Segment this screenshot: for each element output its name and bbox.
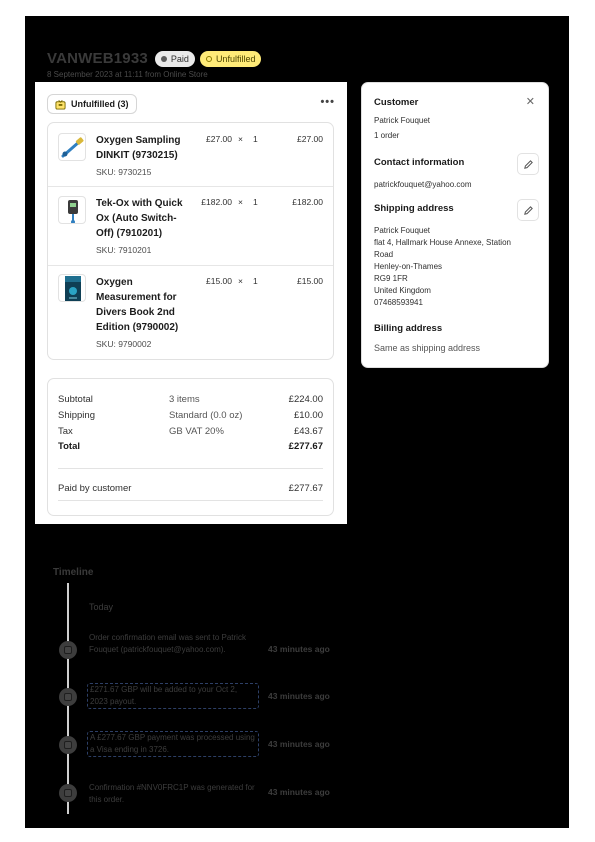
item-name[interactable]: Oxygen Sampling DINKIT (9730215) <box>96 135 181 161</box>
item-price: £27.00 <box>206 134 232 144</box>
item-name[interactable]: Oxygen Measurement for Divers Book 2nd Edition (9790002) <box>96 277 179 333</box>
order-header <box>47 50 261 67</box>
close-icon[interactable]: ✕ <box>525 96 535 108</box>
billing-address: Same as shipping address <box>374 343 481 353</box>
item-quantity: 1 <box>253 276 258 286</box>
item-total: £182.00 <box>292 197 323 207</box>
timeline-title: Timeline <box>53 567 94 578</box>
item-sku: SKU: 9790002 <box>96 339 152 349</box>
package-icon <box>55 99 66 110</box>
customer-title: Customer <box>374 97 419 108</box>
sampling-kit-icon <box>58 133 86 161</box>
status-dot-icon <box>161 56 167 62</box>
line-item[interactable] <box>48 186 333 265</box>
pencil-icon <box>523 159 534 170</box>
analyser-icon <box>58 196 86 224</box>
item-quantity: 1 <box>253 197 258 207</box>
item-price: £15.00 <box>206 276 232 286</box>
times-symbol: × <box>238 197 243 207</box>
subtotal-row: Subtotal 3 items £224.00 <box>58 394 323 405</box>
event-text[interactable]: A £277.67 GBP payment was processed using a Visa ending in 3726. <box>87 731 259 757</box>
shipping-address: Patrick Fouquet flat 4, Hallmark House Annexe, Station Road Henley-on-Thames RG9 1FR United Kingdom 07468593941 <box>374 226 511 307</box>
times-symbol: × <box>238 276 243 286</box>
book-cover-icon <box>58 274 86 302</box>
item-name[interactable]: Tek-Ox with Quick Ox (Auto Switch-Off) (7910201) <box>96 198 183 239</box>
item-price: £182.00 <box>201 197 232 207</box>
line-item[interactable] <box>48 265 333 361</box>
tax-row: Tax GB VAT 20% £43.67 <box>58 426 323 437</box>
payment-summary <box>47 378 334 516</box>
unfulfilled-badge: Unfulfilled <box>200 51 262 67</box>
contact-title: Contact information <box>374 157 465 168</box>
order-number: VANWEB1933 <box>47 50 148 67</box>
event-node-icon <box>59 784 77 802</box>
divider <box>58 468 323 469</box>
item-quantity: 1 <box>253 134 258 144</box>
customer-card <box>361 82 549 368</box>
event-node-icon <box>59 641 77 659</box>
paid-by-customer-row: Paid by customer £277.67 <box>58 483 323 494</box>
item-sku: SKU: 7910201 <box>96 245 152 255</box>
event-text[interactable]: £271.67 GBP will be added to your Oct 2, 2023 payout. <box>87 683 259 709</box>
edit-contact-button[interactable] <box>517 153 539 175</box>
item-sku: SKU: 9730215 <box>96 167 152 177</box>
more-actions-icon[interactable]: ••• <box>320 96 335 108</box>
shipping-row: Shipping Standard (0.0 oz) £10.00 <box>58 410 323 421</box>
timeline-date-today: Today <box>89 602 114 612</box>
event-node-icon <box>59 688 77 706</box>
order-meta: 8 September 2023 at 11:11 from Online Store <box>47 70 208 79</box>
item-total: £15.00 <box>297 276 323 286</box>
paid-badge: Paid <box>155 51 195 67</box>
event-time: 43 minutes ago <box>268 644 330 654</box>
pencil-icon <box>523 205 534 216</box>
times-symbol: × <box>238 134 243 144</box>
customer-email[interactable]: patrickfouquet@yahoo.com <box>374 180 472 189</box>
billing-title: Billing address <box>374 323 443 334</box>
edit-shipping-button[interactable] <box>517 199 539 221</box>
status-ring-icon <box>206 56 212 62</box>
line-items-list <box>47 122 334 360</box>
customer-orders[interactable]: 1 order <box>374 131 400 140</box>
item-total: £27.00 <box>297 134 323 144</box>
event-text: Confirmation #NNV0FRC1P was generated for this order. <box>89 783 255 804</box>
order-page <box>25 16 569 828</box>
event-node-icon <box>59 736 77 754</box>
divider <box>58 500 323 501</box>
customer-name[interactable]: Patrick Fouquet <box>374 116 431 125</box>
event-time: 43 minutes ago <box>268 787 330 797</box>
fulfillment-card <box>35 82 347 524</box>
unfulfilled-status-pill: Unfulfilled (3) <box>47 94 137 114</box>
shipping-title: Shipping address <box>374 203 454 214</box>
event-text: Order confirmation email was sent to Patrick Fouquet (patrickfouquet@yahoo.com). <box>89 633 246 654</box>
line-item[interactable] <box>48 123 333 186</box>
total-row: Total £277.67 <box>58 441 323 452</box>
event-time: 43 minutes ago <box>268 691 330 701</box>
event-time: 43 minutes ago <box>268 739 330 749</box>
